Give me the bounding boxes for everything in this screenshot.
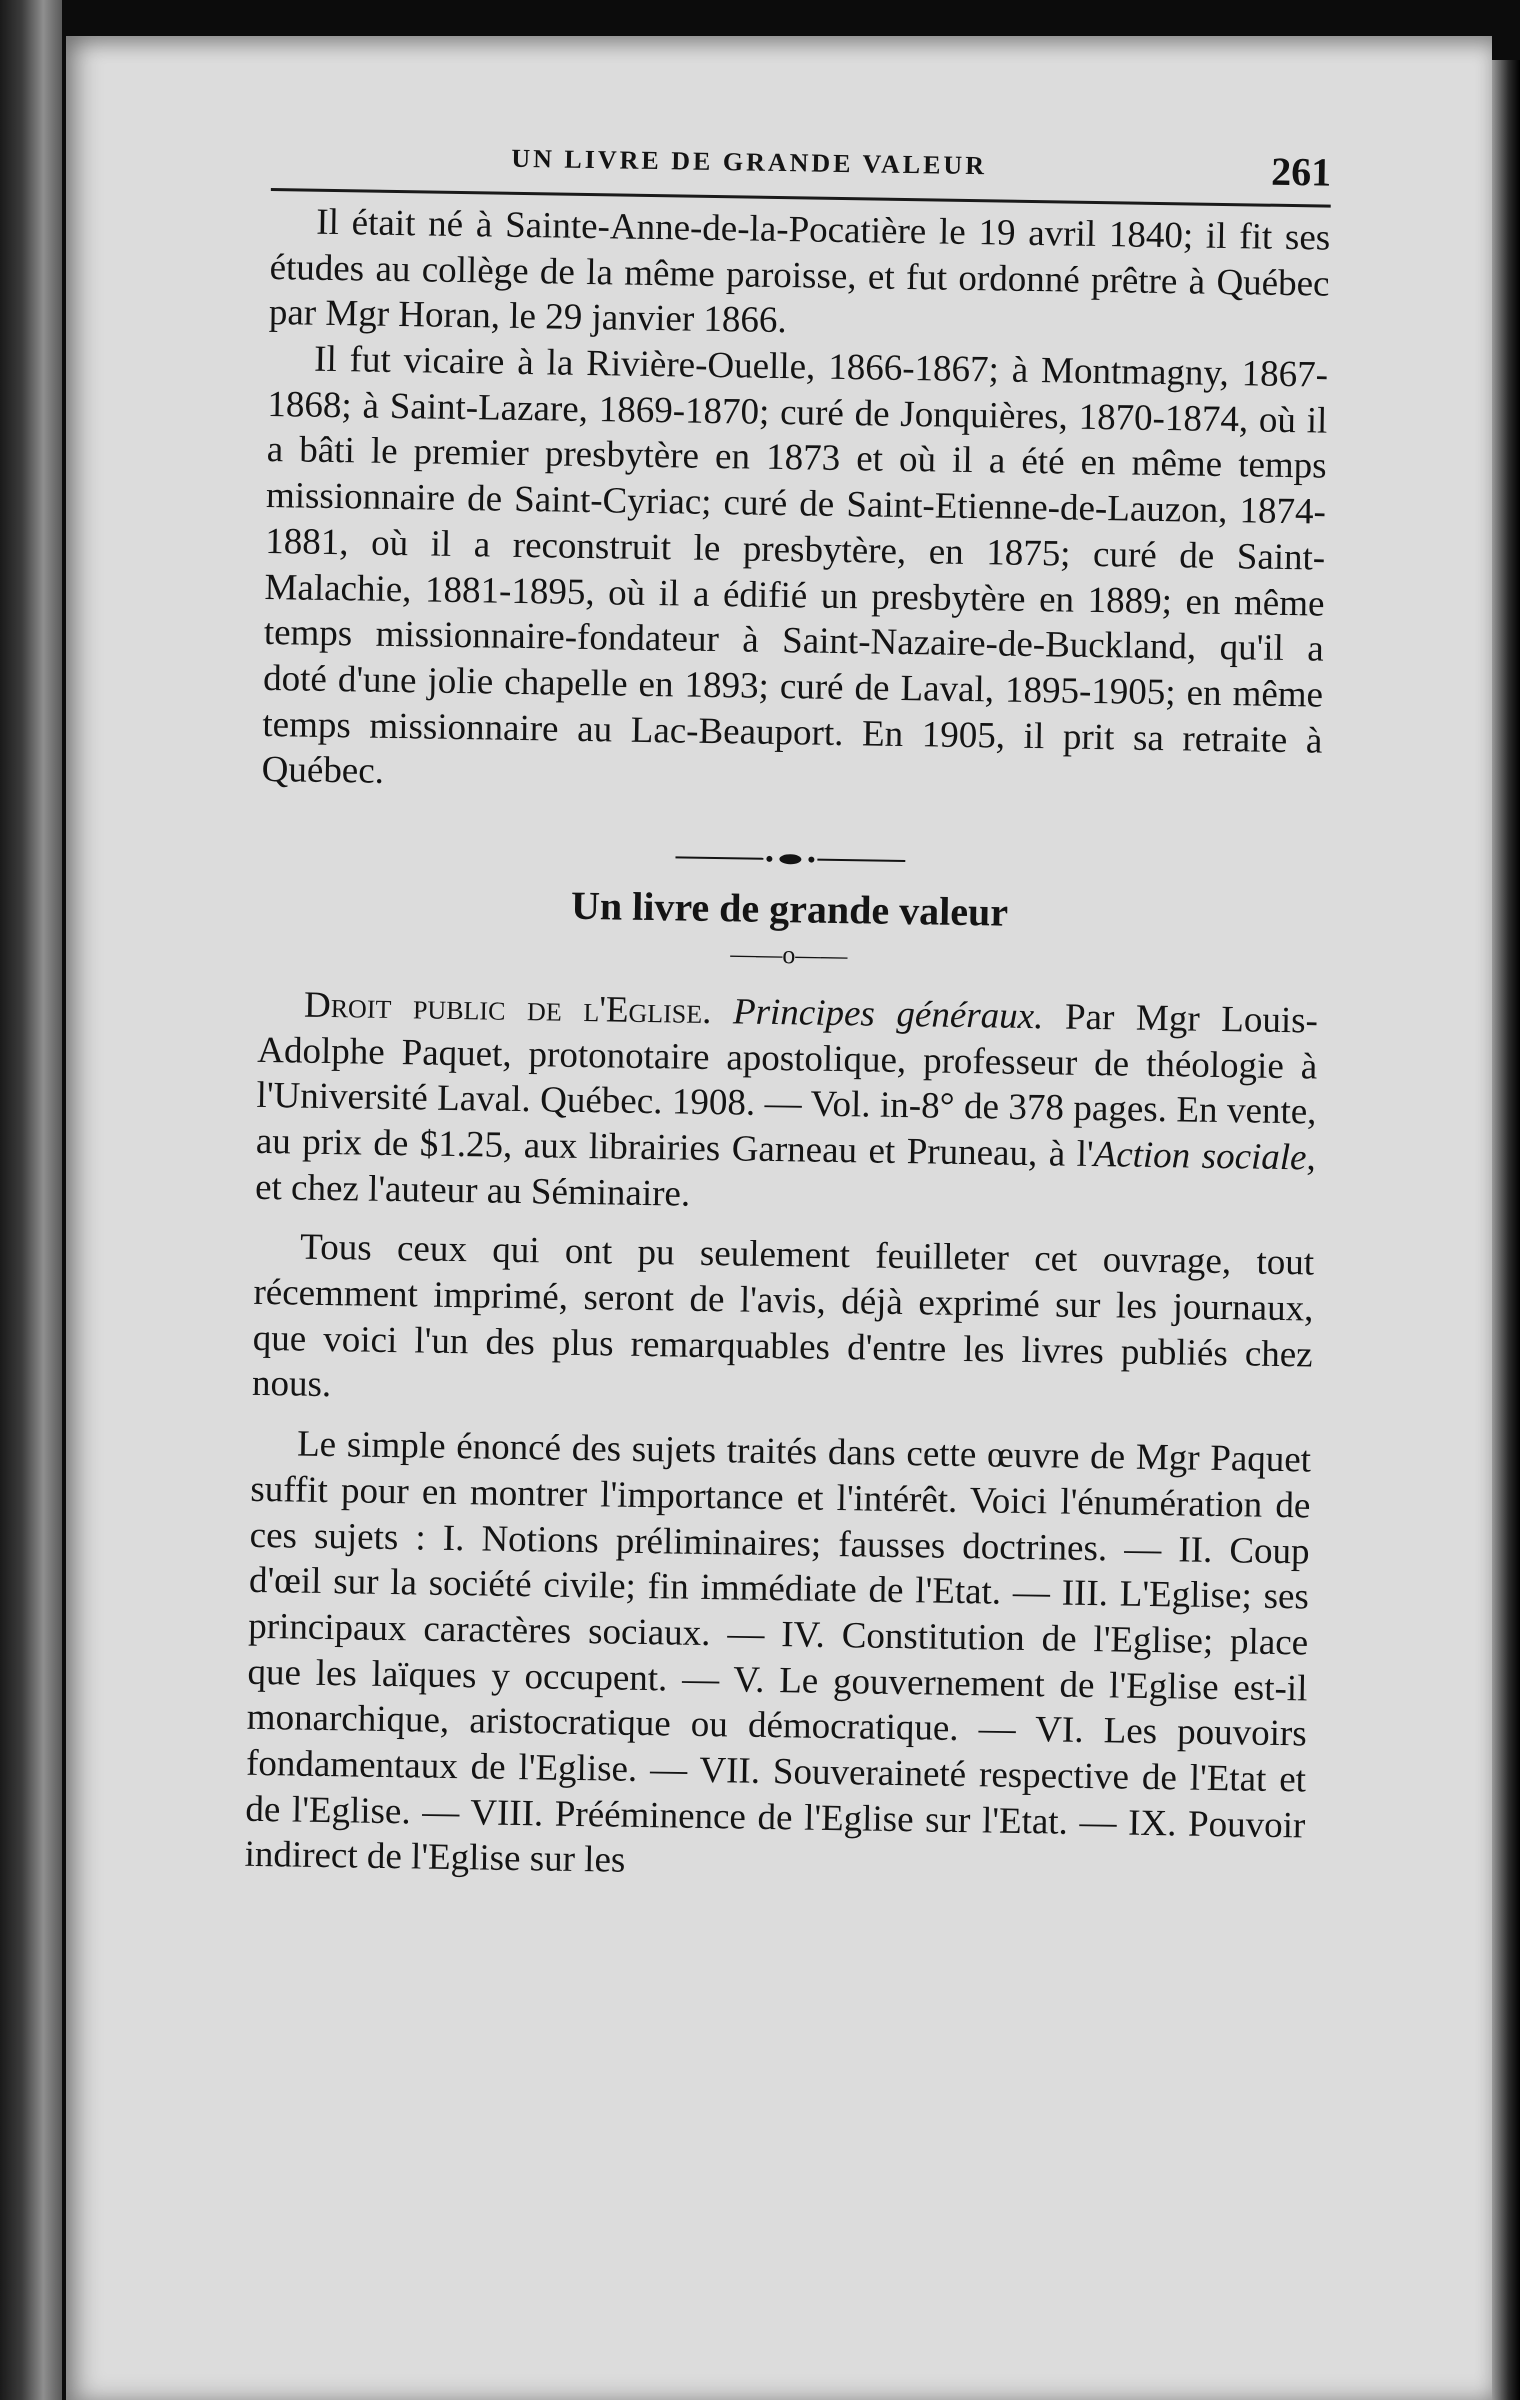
book-title: Droit public de l'Eglise. xyxy=(303,984,712,1032)
review-paragraph-3: Le simple énoncé des sujets traités dans cette œuvre de Mgr Paquet suffit pour en montrer l'importance et l'intérêt. Voici l'énumération de ces sujets : I. Notions préliminaires; fausses doctrines. — II. Coup d'œil sur la société civile; fin immédiate de l'Etat. — III. L'Eglise; ses principaux caractères sociaux. — IV. Constitution de l'Eglise; place que les laïques y occupent. — V. Le gouvernement de l'Eglise est-il monarchique, aristocratique ou démocratique. — VI. Les pouvoirs fondamentaux de l'Eglise. — VII. Souveraineté respective de l'Etat et de l'Eglise. — VIII. Prééminence de l'Eglise sur l'Etat. — IX. Pouvoir indirect de l'Eglise sur les xyxy=(244,1423,1312,1882)
facing-page-edge xyxy=(0,0,62,2400)
section-ornament xyxy=(675,847,905,871)
citation-text-a: Par Mgr Louis-Adolphe Paquet, protonotaire apostolique, professeur de théologie à l'Université Laval. Québec. 1908. — Vol. in-8° de 378 pages. En vente, au prix de $1.25, aux librairies Garneau et Pruneau, à l' xyxy=(255,996,1319,1176)
running-title: UN LIVRE DE GRANDE VALEUR xyxy=(511,143,988,181)
bio-paragraph-1: Il était né à Sainte-Anne-de-la-Pocatière le 19 avril 1840; il fit ses études au collège de la même paroisse, et fut ordonné prêtre à Québec par Mgr Horan, le 29 janvier 1866. xyxy=(268,201,1331,342)
book-edge xyxy=(1492,60,1520,2400)
small-divider: ——o—— xyxy=(730,939,848,971)
page-number: 261 xyxy=(1270,148,1332,195)
page-content xyxy=(244,116,1332,1894)
section-title: Un livre de grande valeur xyxy=(570,882,1009,935)
page-header xyxy=(271,116,1332,208)
review-paragraph-2: Tous ceux qui ont pu seulement feuilleter cet ouvrage, tout récemment imprimé, seront de l'avis, déjà exprimé sur les journaux, que voici l'un des plus remarquables d'entre les livres publiés chez nous. xyxy=(251,1226,1315,1406)
book-subtitle: Principes généraux. xyxy=(732,991,1044,1038)
review-citation xyxy=(255,982,1318,1227)
bio-paragraph-2: Il fut vicaire à la Rivière-Ouelle, 1866-1867; à Montmagny, 1867-1868; à Saint-Lazare, 1869-1870; curé de Jonquières, 1870-1874, où il a bâti le premier presbytère en 1873 et où il a été en même temps missionnaire de Saint-Cyriac; curé de Saint-Etienne-de-Lauzon, 1874-1881, où il a reconstruit le presbytère, en 1875; curé de Saint-Malachie, 1881-1895, où il a édifié un presbytère en 1889; en même temps missionnaire-fondateur à Saint-Nazaire-de-Buckland, qu'il a doté d'une jolie chapelle en 1893; curé de Laval, 1895-1905; en même temps missionnaire au Lac-Beauport. En 1905, il prit sa retraite à Québec. xyxy=(261,338,1329,793)
book-page xyxy=(66,36,1492,2400)
citation-text-b: , et chez l'auteur au Séminaire. xyxy=(254,1137,1317,1215)
citation-publisher: Action sociale xyxy=(1093,1134,1307,1179)
